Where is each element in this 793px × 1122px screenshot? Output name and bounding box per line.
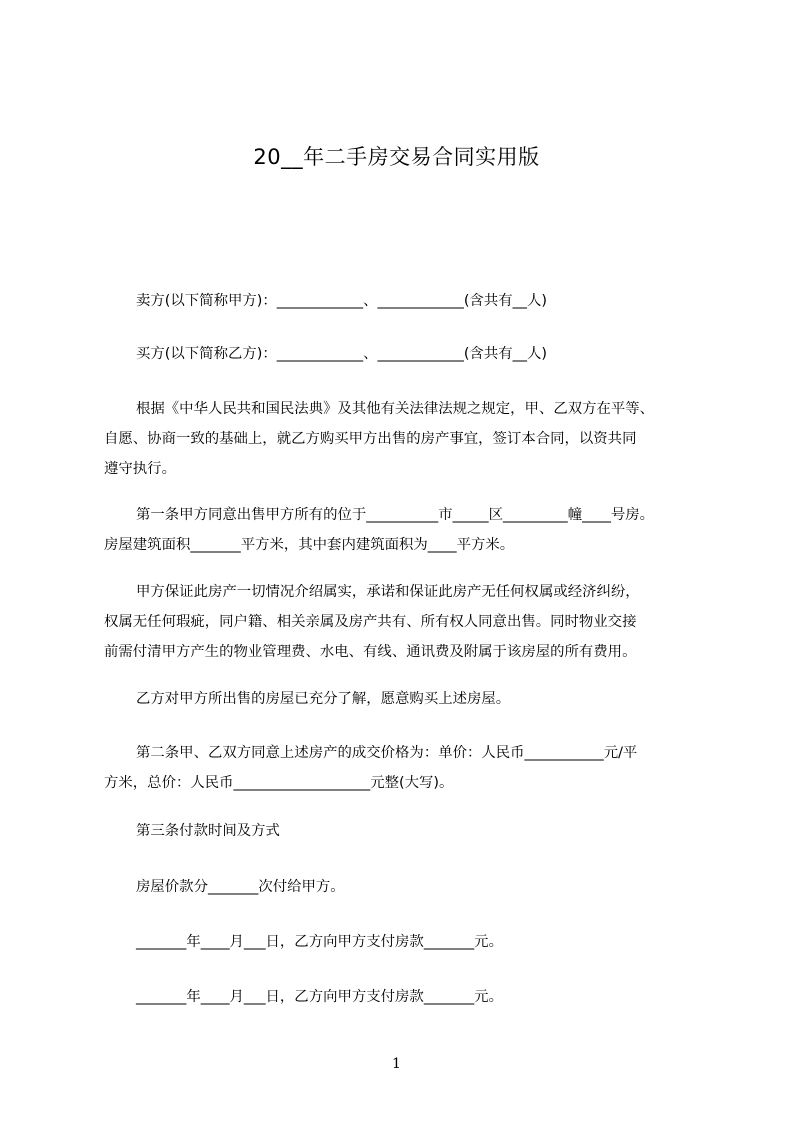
paragraph-line: 第一条甲方同意出售甲方所有的位于__________市_____区_________幢____号房。 [136, 507, 655, 523]
paragraph-line: 前需付清甲方产生的物业管理费、水电、有线、通讯费及附属于该房屋的所有费用。 [104, 644, 637, 660]
paragraph-line: 权属无任何瑕疵，同户籍、相关亲属及房产共有、所有权人同意出售。同时物业交接 [104, 614, 637, 630]
payment-line-2 [104, 982, 704, 1012]
page-title: 20__年二手房交易合同实用版 [253, 145, 540, 169]
paragraph-line: _______年____月___日，乙方向甲方支付房款_______元。 [136, 989, 503, 1005]
paragraph-line: 买方(以下简称乙方)：____________、____________(含共有__人) [136, 346, 548, 362]
paragraph-line: 自愿、协商一致的基础上，就乙方购买甲方出售的房产事宜，签订本合同，以资共同 [104, 431, 637, 447]
paragraph-line: 遵守执行。 [104, 461, 176, 477]
paragraph-line: 房屋建筑面积_______平方米，其中套内建筑面积为____平方米。 [104, 537, 515, 553]
paragraph-line: 根据《中华人民共和国民法典》及其他有关法律法规之规定，甲、乙双方在平等、 [136, 401, 655, 417]
paragraph-line: 第三条付款时间及方式 [136, 823, 280, 839]
page-number: 1 [392, 1056, 401, 1072]
paragraph-line: _______年____月___日，乙方向甲方支付房款_______元。 [136, 934, 503, 950]
paragraph-line: 方米，总价：人民币___________________元整(大写)。 [104, 775, 454, 791]
buyer-acknowledgment-paragraph [104, 684, 704, 714]
seller-paragraph [104, 286, 704, 316]
article-1-paragraph [104, 500, 704, 560]
paragraph-line: 乙方对甲方所出售的房屋已充分了解，愿意购买上述房屋。 [136, 691, 511, 707]
payment-line-1 [104, 927, 704, 957]
legal-basis-paragraph [104, 394, 704, 484]
paragraph-line: 甲方保证此房产一切情况介绍属实，承诺和保证此房产无任何权属或经济纠纷， [136, 584, 640, 600]
paragraph-line: 卖方(以下简称甲方)：____________、____________(含共有__人) [136, 293, 548, 309]
paragraph-line: 房屋价款分_______次付给甲方。 [136, 879, 345, 895]
article-2-paragraph [104, 738, 704, 798]
paragraph-line: 第二条甲、乙双方同意上述房产的成交价格为：单价：人民币___________元/平 [136, 745, 638, 761]
installments-paragraph [104, 872, 704, 902]
buyer-paragraph [104, 339, 704, 369]
seller-guarantee-paragraph [104, 577, 704, 667]
article-3-heading [104, 816, 704, 846]
